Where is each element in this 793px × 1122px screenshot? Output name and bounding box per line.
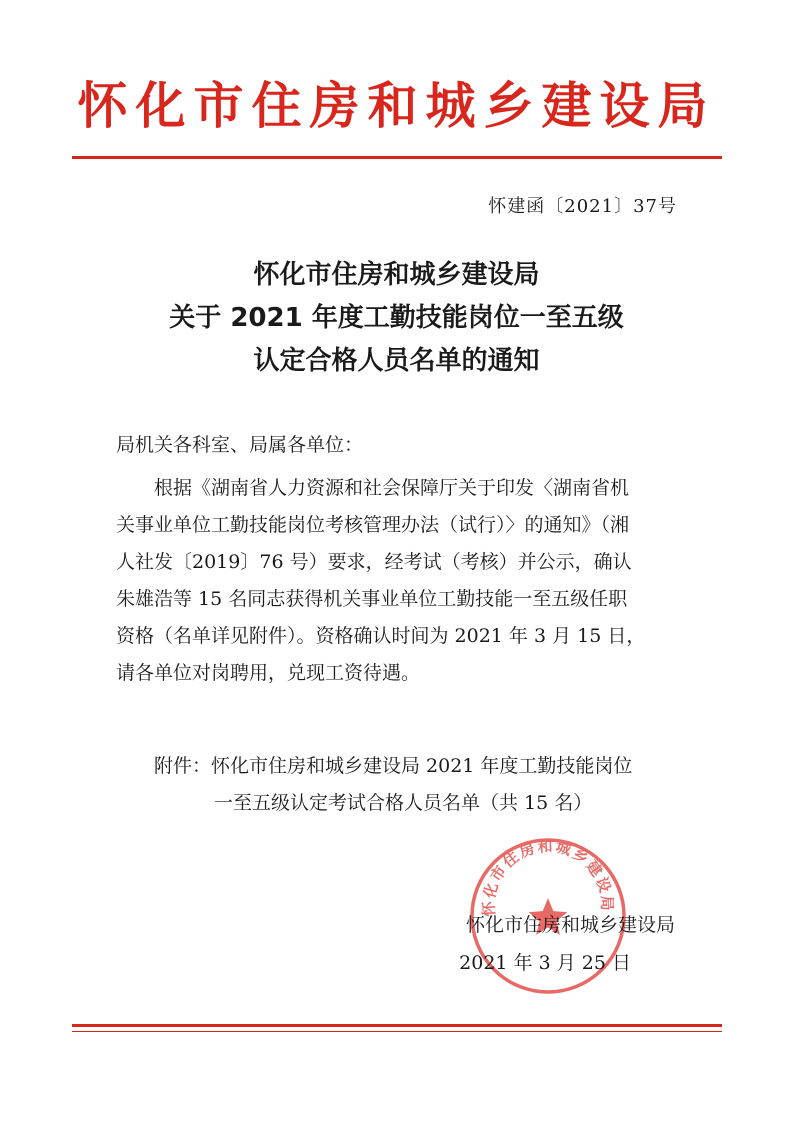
body-line: 资格（名单详见附件）。资格确认时间为 2021 年 3 月 15 日， (116, 625, 646, 647)
masthead-title: 怀化市住房和城乡建设局 (77, 77, 716, 135)
attachment-note (154, 748, 632, 822)
body-line: 关事业单位工勤技能岗位考核管理办法（试行）〉的通知》（湘 (116, 514, 630, 536)
issue-date: 2021 年 3 月 25 日 (459, 952, 631, 974)
salutation: 局机关各科室、局属各单位： (116, 434, 364, 456)
document-number: 怀建函〔2021〕37号 (488, 196, 677, 217)
body-line: 朱雄浩等 15 名同志获得机关事业单位工勤技能一至五级任职 (116, 588, 628, 610)
document-title (0, 254, 793, 383)
title-line-2: 关于 2021 年度工勤技能岗位一至五级 (169, 303, 624, 333)
footer-rule-thick (72, 1024, 722, 1027)
masthead-rule-top (72, 156, 722, 159)
body-line: 人社发〔2019〕76 号）要求，经考试（考核）并公示，确认 (116, 551, 632, 573)
body-line: 根据《湖南省人力资源和社会保障厅关于印发〈湖南省机 (154, 477, 630, 499)
body-line: 请各单位对岗聘用，兑现工资待遇。 (116, 662, 421, 684)
title-line-1: 怀化市住房和城乡建设局 (253, 260, 540, 290)
attachment-line-2: 一至五级认定考试合格人员名单（共 15 名） (214, 792, 593, 814)
issuer-name: 怀化市住房和城乡建设局 (465, 914, 675, 936)
body-paragraph (116, 470, 686, 692)
attachment-line-1: 附件：怀化市住房和城乡建设局 2021 年度工勤技能岗位 (154, 755, 633, 777)
footer-rule-thin (72, 1031, 722, 1032)
signature-block (459, 906, 675, 982)
title-line-3: 认定合格人员名单的通知 (253, 346, 540, 376)
seal-arc-text: 怀化市住房和城乡建设局 (479, 837, 617, 917)
